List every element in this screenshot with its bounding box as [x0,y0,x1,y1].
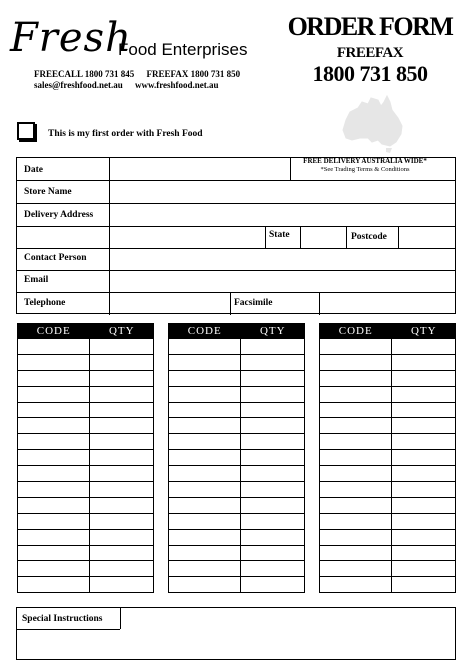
code-cell[interactable] [169,370,241,386]
order-row [169,529,305,545]
qty-cell[interactable] [90,450,154,466]
qty-cell[interactable] [392,529,456,545]
code-cell[interactable] [320,402,392,418]
code-cell[interactable] [18,339,90,355]
code-cell[interactable] [18,418,90,434]
qty-cell[interactable] [392,450,456,466]
order-row [169,402,305,418]
qty-cell[interactable] [90,545,154,561]
australia-map-icon [338,94,408,154]
code-cell[interactable] [18,466,90,482]
qty-cell[interactable] [90,482,154,498]
code-cell[interactable] [169,482,241,498]
postcode-label: Postcode [351,232,387,242]
code-cell[interactable] [18,402,90,418]
qty-cell[interactable] [392,577,456,593]
code-cell[interactable] [169,450,241,466]
contact-line-phone [34,69,250,79]
qty-cell[interactable] [241,561,305,577]
qty-cell[interactable] [392,561,456,577]
code-cell[interactable] [18,354,90,370]
first-order-label: This is my first order with Fresh Food [48,129,203,139]
code-cell[interactable] [320,450,392,466]
telephone-label: Telephone [24,298,66,308]
order-row [18,513,154,529]
order-table-3 [319,323,456,593]
qty-cell[interactable] [90,513,154,529]
qty-cell[interactable] [392,482,456,498]
qty-cell[interactable] [90,418,154,434]
special-instructions-label: Special Instructions [22,614,103,624]
special-label-divider [120,608,121,629]
qty-cell[interactable] [392,402,456,418]
order-row [18,370,154,386]
code-cell[interactable] [169,434,241,450]
freefax-label: FREEFAX [336,45,404,61]
qty-cell[interactable] [392,386,456,402]
order-row [169,370,305,386]
order-row [320,354,456,370]
email-text: sales@freshfood.net.au [34,80,123,90]
special-instructions-box [16,607,456,660]
code-cell[interactable] [169,402,241,418]
order-table-1 [17,323,154,593]
qty-cell[interactable] [392,466,456,482]
qty-cell[interactable] [241,497,305,513]
customer-details-form [16,157,456,314]
code-cell[interactable] [320,497,392,513]
code-cell[interactable] [320,434,392,450]
order-row [18,418,154,434]
code-cell[interactable] [320,529,392,545]
order-row [18,545,154,561]
store-name-label: Store Name [24,187,72,197]
delivery-address-label: Delivery Address [24,210,94,220]
qty-cell[interactable] [90,354,154,370]
qty-header: QTY [392,324,456,339]
qty-cell[interactable] [392,339,456,355]
qty-cell[interactable] [241,339,305,355]
order-row [320,545,456,561]
code-cell[interactable] [169,497,241,513]
state-label: State [269,230,290,240]
order-row [169,561,305,577]
order-row [320,370,456,386]
code-cell[interactable] [320,545,392,561]
order-row [18,339,154,355]
qty-cell[interactable] [241,418,305,434]
freecall-text: FREECALL 1800 731 845 [34,69,135,79]
code-cell[interactable] [320,513,392,529]
freefax-number: 1800 731 850 [312,61,428,86]
qty-cell[interactable] [90,434,154,450]
code-cell[interactable] [320,370,392,386]
brand-logo-subtitle: Food Enterprises [118,40,248,59]
code-cell[interactable] [320,354,392,370]
order-row [169,497,305,513]
first-order-checkbox[interactable] [17,122,35,140]
order-row [18,450,154,466]
order-row [169,386,305,402]
order-row [18,482,154,498]
order-row [320,418,456,434]
web-text: www.freshfood.net.au [134,80,219,90]
order-row [320,561,456,577]
code-cell[interactable] [18,529,90,545]
code-cell[interactable] [320,418,392,434]
order-row [320,529,456,545]
freefax-text: FREEFAX 1800 731 850 [146,69,241,79]
order-row [320,434,456,450]
date-label: Date [24,165,43,175]
order-row [169,418,305,434]
order-row [320,402,456,418]
qty-cell[interactable] [241,577,305,593]
order-row [18,497,154,513]
code-cell[interactable] [18,545,90,561]
row-divider [17,180,455,181]
qty-header: QTY [241,324,305,339]
order-row [169,434,305,450]
qty-cell[interactable] [392,497,456,513]
order-row [320,482,456,498]
code-cell[interactable] [169,339,241,355]
code-cell[interactable] [169,513,241,529]
code-cell[interactable] [169,577,241,593]
qty-header: QTY [90,324,154,339]
code-cell[interactable] [18,497,90,513]
code-cell[interactable] [169,529,241,545]
qty-cell[interactable] [241,386,305,402]
contact-person-label: Contact Person [24,253,87,263]
state-field-divider [300,226,301,248]
code-cell[interactable] [18,513,90,529]
facsimile-label: Facsimile [234,298,273,308]
qty-cell[interactable] [241,545,305,561]
qty-cell[interactable] [90,370,154,386]
contact-line-web [34,80,229,90]
code-cell[interactable] [18,370,90,386]
order-row [169,545,305,561]
postcode-field-divider [398,226,399,248]
qty-cell[interactable] [392,370,456,386]
qty-cell[interactable] [392,545,456,561]
row-divider [17,292,455,293]
order-row [18,354,154,370]
order-row [18,529,154,545]
code-cell[interactable] [320,466,392,482]
order-row [169,482,305,498]
order-table-2 [168,323,305,593]
code-cell[interactable] [18,482,90,498]
code-cell[interactable] [320,339,392,355]
qty-cell[interactable] [90,339,154,355]
qty-cell[interactable] [241,354,305,370]
facsimile-divider [230,292,231,315]
qty-cell[interactable] [241,434,305,450]
state-divider [265,226,266,248]
qty-cell[interactable] [241,529,305,545]
code-cell[interactable] [169,418,241,434]
order-row [169,354,305,370]
row-divider [17,270,455,271]
row-divider [17,203,455,204]
free-delivery-text: FREE DELIVERY AUSTRALIA WIDE* [303,157,427,165]
label-column-divider [109,158,110,315]
code-cell[interactable] [18,561,90,577]
qty-cell[interactable] [241,402,305,418]
order-row [169,450,305,466]
qty-cell[interactable] [90,402,154,418]
code-cell[interactable] [169,561,241,577]
code-cell[interactable] [18,450,90,466]
code-cell[interactable] [320,482,392,498]
code-cell[interactable] [169,545,241,561]
code-cell[interactable] [18,386,90,402]
qty-cell[interactable] [90,561,154,577]
qty-cell[interactable] [241,482,305,498]
order-form-title: ORDER FORM [287,12,453,41]
brand-logo-script: Fresh [10,15,132,61]
order-row [320,577,456,593]
order-row [320,513,456,529]
qty-cell[interactable] [241,466,305,482]
row-divider [17,226,455,227]
order-row [169,577,305,593]
qty-cell[interactable] [90,466,154,482]
code-cell[interactable] [18,434,90,450]
trading-terms-note: *See Trading Terms & Conditions [320,166,410,173]
row-divider [17,248,455,249]
order-row [169,513,305,529]
qty-cell[interactable] [241,513,305,529]
qty-cell[interactable] [241,450,305,466]
code-cell[interactable] [320,386,392,402]
order-row [18,434,154,450]
code-header: CODE [18,324,90,339]
code-cell[interactable] [169,386,241,402]
code-cell[interactable] [320,561,392,577]
qty-cell[interactable] [90,577,154,593]
code-cell[interactable] [169,354,241,370]
code-header: CODE [169,324,241,339]
order-row [320,339,456,355]
order-row [18,577,154,593]
order-row [18,561,154,577]
order-row [169,466,305,482]
postcode-divider [346,226,347,248]
email-label: Email [24,275,49,285]
qty-cell[interactable] [392,418,456,434]
order-row [320,497,456,513]
qty-cell[interactable] [241,370,305,386]
special-label-underline [17,629,120,630]
qty-cell[interactable] [90,529,154,545]
qty-cell[interactable] [90,497,154,513]
order-row [18,466,154,482]
facsimile-field-divider [319,292,320,315]
order-row [320,466,456,482]
order-row [18,402,154,418]
order-row [320,450,456,466]
date-divider [290,158,291,180]
qty-cell[interactable] [392,354,456,370]
qty-cell[interactable] [90,386,154,402]
code-header: CODE [320,324,392,339]
code-cell[interactable] [169,466,241,482]
order-row [320,386,456,402]
order-row [18,386,154,402]
qty-cell[interactable] [392,434,456,450]
code-cell[interactable] [18,577,90,593]
qty-cell[interactable] [392,513,456,529]
code-cell[interactable] [320,577,392,593]
order-row [169,339,305,355]
